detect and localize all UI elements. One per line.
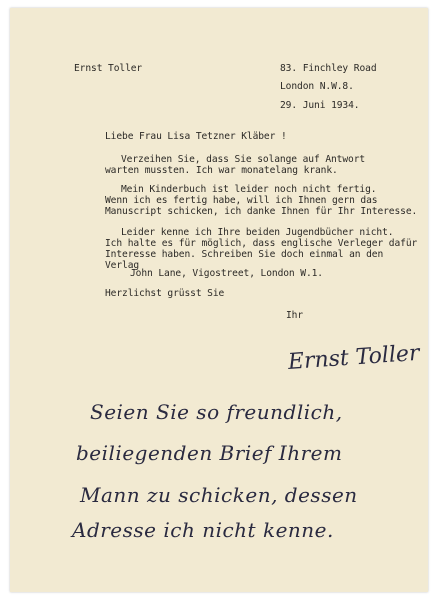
paragraph-3-line-2: Ich halte es für möglich, dass englische Verleger dafür bbox=[105, 238, 418, 249]
paragraph-2-line-1: Mein Kinderbuch ist leider noch nicht fertig. bbox=[121, 184, 377, 195]
postscript-line-3: Mann zu schicken, dessen bbox=[80, 483, 358, 507]
publisher-address: John Lane, Vigostreet, London W.1. bbox=[130, 268, 323, 279]
address-line-1: 83. Finchley Road bbox=[280, 63, 377, 74]
letter-date: 29. Juni 1934. bbox=[280, 100, 360, 111]
address-line-2: London N.W.8. bbox=[280, 81, 354, 92]
closing-ihr: Ihr bbox=[286, 310, 304, 321]
paragraph-3-line-4: Verlag bbox=[105, 260, 140, 271]
signature: Ernst Toller bbox=[287, 340, 421, 375]
paragraph-3-line-1: Leider kenne ich Ihre beiden Jugendbücher nicht. bbox=[121, 227, 394, 238]
paragraph-1-line-2: warten mussten. Ich war monatelang krank. bbox=[105, 165, 338, 176]
paragraph-2-line-2: Wenn ich es fertig habe, will ich Ihnen gern das bbox=[105, 195, 378, 206]
salutation: Liebe Frau Lisa Tetzner Kläber ! bbox=[105, 131, 287, 142]
closing: Herzlichst grüsst Sie bbox=[105, 288, 225, 299]
postscript-line-1: Seien Sie so freundlich, bbox=[90, 400, 343, 424]
paragraph-2-line-3: Manuscript schicken, ich danke Ihnen für Ihr Interesse. bbox=[105, 206, 418, 217]
paragraph-3-line-3: Interesse haben. Schreiben Sie doch einmal an den bbox=[105, 249, 384, 260]
postscript-line-2: beiliegenden Brief Ihrem bbox=[76, 441, 343, 465]
letter-page bbox=[10, 8, 428, 592]
postscript-line-4: Adresse ich nicht kenne. bbox=[72, 518, 334, 542]
sender-name: Ernst Toller bbox=[74, 63, 143, 74]
paragraph-1-line-1: Verzeihen Sie, dass Sie solange auf Antwort bbox=[121, 154, 366, 165]
